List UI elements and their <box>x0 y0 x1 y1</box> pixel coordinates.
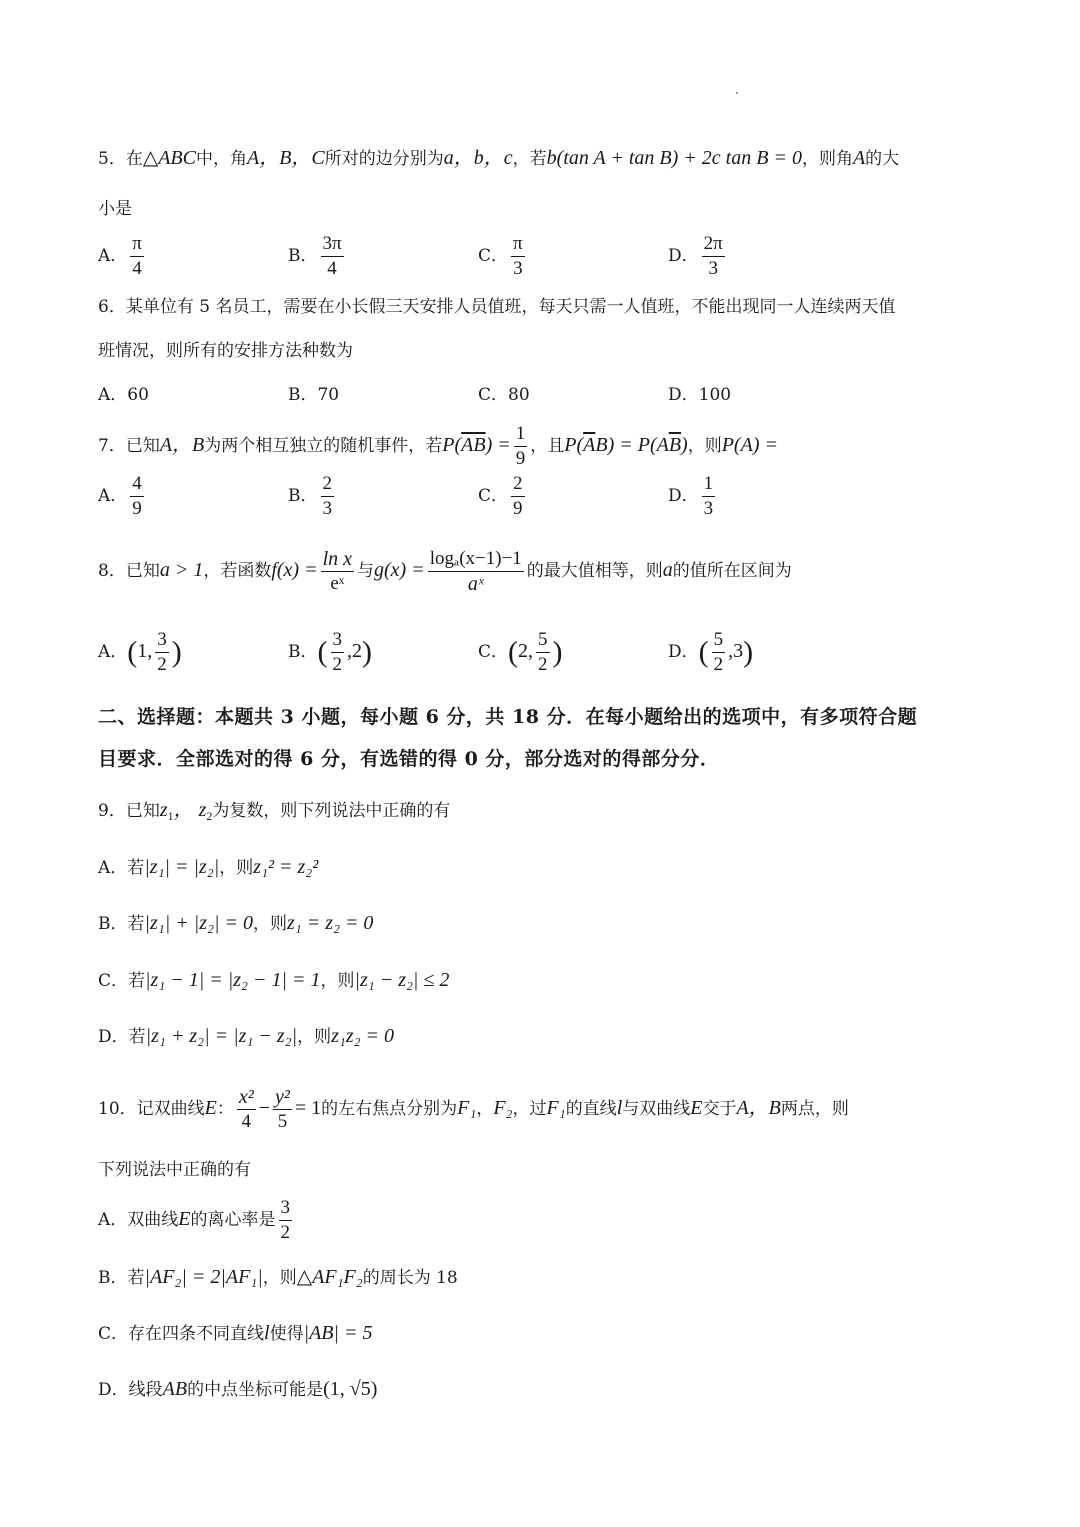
q5-option-c <box>478 232 528 281</box>
q7-option-b <box>288 472 337 521</box>
q10-text: 的离心率是 <box>190 1210 276 1230</box>
option-letter: B． <box>288 486 318 506</box>
fraction <box>712 628 726 677</box>
q8-text: 的最大值相等，则 <box>526 561 663 581</box>
q7-option-a <box>98 472 147 521</box>
q10-text: ，过 <box>512 1099 547 1119</box>
q7-prob-ab-bar: $P(\overline{A}\overline{B})$ = <box>442 434 511 456</box>
q7-events: A，B <box>159 434 205 456</box>
fraction <box>702 472 716 521</box>
q9-option-b <box>98 908 982 939</box>
q9-text: ，则 <box>297 1027 332 1047</box>
q6-option-d: D．100 <box>668 385 732 405</box>
option-letter: A． <box>98 246 128 266</box>
q8-option-a <box>98 628 182 677</box>
q5-text: 5．在 <box>98 149 143 169</box>
fraction <box>279 1196 293 1245</box>
q8-text: 与 <box>357 561 375 581</box>
q10-text: 的左右焦点分别为 <box>321 1099 458 1119</box>
q8-text: 8．已知 <box>98 561 160 581</box>
q9-stem <box>98 795 982 831</box>
q10-option-a <box>98 1196 982 1245</box>
q10-line-l: l <box>616 1097 623 1119</box>
q10-text: ： <box>216 1099 234 1119</box>
fraction <box>237 1085 256 1134</box>
fraction-numerator: 4 <box>130 472 144 497</box>
fraction-denominator: 4 <box>132 258 142 279</box>
option-letter: D． <box>668 486 699 506</box>
q8-option-d <box>668 628 753 677</box>
q10-hyperbola-e: E <box>690 1097 703 1119</box>
q5-sides: a，b，c <box>443 147 513 169</box>
q6-option-c: C．80 <box>478 385 530 405</box>
q10-text: 两点，则 <box>780 1099 849 1119</box>
section-2-heading-line2: 目要求．全部选对的得 6 分，有选错的得 0 分，部分选对的得部分分． <box>98 748 720 770</box>
fraction-denominator: 2 <box>157 654 167 675</box>
q5-stem-line1 <box>98 143 982 174</box>
fraction-denominator: 9 <box>513 498 523 519</box>
option-letter: A． <box>98 486 128 506</box>
q6-stem-line2: 班情况，则所有的安排方法种数为 <box>98 341 353 361</box>
fraction-numerator: 1 <box>702 472 716 497</box>
q9-option-d-result: z₁z₂ = 0 <box>331 1025 395 1047</box>
q10-line-l: l <box>264 1322 270 1344</box>
q8-stem <box>98 542 982 599</box>
q5-text: ，若 <box>512 149 547 169</box>
fraction-denominator: 9 <box>515 448 526 469</box>
q10-minus: − <box>258 1097 271 1119</box>
q10-hyperbola-e: E <box>178 1208 191 1230</box>
paren-open: ( <box>508 635 519 669</box>
fraction <box>130 472 144 521</box>
interval-left: 2, <box>518 640 534 662</box>
q9-option-a <box>98 852 982 883</box>
fraction-denominator: 2 <box>538 654 548 675</box>
q8-condition: a > 1 <box>159 559 204 581</box>
q9-option-d <box>98 1021 982 1052</box>
option-letter: C． <box>478 486 509 506</box>
q5-option-b <box>288 232 347 281</box>
fraction-numerator: 3 <box>279 1196 293 1221</box>
fraction-numerator: x² <box>238 1086 254 1108</box>
q10-points: A，B <box>736 1097 781 1119</box>
fraction-denominator: aˣ <box>467 573 484 595</box>
q5-text: 的大 <box>865 149 900 169</box>
q5-option-d <box>668 232 728 281</box>
fraction-denominator: 9 <box>132 498 142 519</box>
fraction <box>536 628 550 677</box>
paren-open: ( <box>698 635 709 669</box>
option-letter: C．若 <box>98 971 146 991</box>
fraction-denominator: 2 <box>332 654 342 675</box>
q10-text: 10．记双曲线 <box>98 1099 205 1119</box>
q5-text: ，则角 <box>801 149 853 169</box>
q10-hyperbola-e: E <box>204 1097 217 1119</box>
q9-option-c <box>98 965 982 996</box>
q9-option-c-result: |z₁ − z₂| ≤ 2 <box>354 969 450 991</box>
q5-equation: b(tan A + tan B) + 2c tan B = 0 <box>546 147 802 169</box>
q7-stem <box>98 422 982 471</box>
q10-stem-line1: 10．记双曲线E： $\frac{\text{x²}}{4}$ − $\frac{\text{y²}}{5}$ = 1的左右焦点分别为F₁，F₂，过F₁的直线l与双曲线E交于A，B两点，则 <box>98 1086 849 1132</box>
option-letter: D． <box>668 246 699 266</box>
q10-text: 的直线 <box>565 1099 617 1119</box>
q8-function-g: g(x) = <box>374 559 425 581</box>
fraction-denominator: 5 <box>277 1111 288 1132</box>
section-2-heading-line1: 二、选择题：本题共 3 小题，每小题 6 分，共 18 分．在每小题给出的选项中，有多项符合题 <box>98 706 918 728</box>
q8-function-f: f(x) = <box>271 559 318 581</box>
q5-option-a <box>98 232 147 281</box>
q6-stem-line1: 6．某单位有 5 名员工，需要在小长假三天安排人员值班，每天只需一人值班，不能出现同一人连续两天值 <box>98 297 896 317</box>
q5-angles: A，B，C <box>246 147 325 169</box>
fraction-denominator: eˣ <box>330 573 345 594</box>
option-letter: B．若 <box>98 914 145 934</box>
fraction-numerator: 2 <box>321 472 335 497</box>
q8-text: 的值所在区间为 <box>672 561 792 581</box>
interval-left: 1, <box>137 640 153 662</box>
paren-open: ( <box>317 635 328 669</box>
q8-option-b <box>288 628 372 677</box>
q10-option-b <box>98 1262 982 1293</box>
q9-option-b-result: z₁ = z₂ = 0 <box>286 912 374 934</box>
q7-prob-a: P(A) = <box>721 434 778 456</box>
q7-text: ，且 <box>530 436 565 456</box>
q10-option-c-condition: |AB| = 5 <box>303 1322 373 1344</box>
option-letter: A．双曲线 <box>98 1210 179 1230</box>
q10-stem-line2: 下列说法中正确的有 <box>98 1160 251 1180</box>
fraction <box>321 232 344 281</box>
q10-text: 的周长为 18 <box>362 1268 458 1288</box>
q7-option-c <box>478 472 528 521</box>
q10-focus-f1: F₁ <box>546 1097 566 1119</box>
option-letter: D．若 <box>98 1027 146 1047</box>
paren-close: ) <box>362 635 372 669</box>
option-letter: A． <box>98 642 128 662</box>
q9-text: ，则 <box>252 914 287 934</box>
q7-text: ，则 <box>687 436 722 456</box>
fraction-denominator: 3 <box>708 258 718 279</box>
paren-open: ( <box>127 635 138 669</box>
fraction <box>514 422 528 471</box>
q10-triangle: △AF₁F₂ <box>296 1266 363 1288</box>
q9-text: 9．已知 <box>98 801 160 821</box>
fraction-numerator: 5 <box>536 628 550 653</box>
option-letter: B．若 <box>98 1268 145 1288</box>
fraction <box>511 232 525 281</box>
q9-option-b-condition: |z₁| + |z₂| = 0 <box>144 912 253 934</box>
q10-equals-one: = 1 <box>294 1097 322 1119</box>
fraction-numerator: 3 <box>331 628 345 653</box>
fraction-denominator: 3 <box>703 498 714 519</box>
q7-option-d <box>668 472 718 521</box>
q10-option-c <box>98 1318 982 1349</box>
q8-variable-a: a <box>662 559 673 581</box>
fraction <box>511 472 525 521</box>
q9-text: 为复数，则下列说法中正确的有 <box>212 801 451 821</box>
q8-option-c <box>478 628 563 677</box>
q9-option-d-condition: |z₁ + z₂| = |z₁ − z₂| <box>145 1025 298 1047</box>
q10-segment-ab: AB <box>162 1378 188 1400</box>
q5-text: 中，角 <box>195 149 247 169</box>
fraction-numerator: 2π <box>702 232 725 257</box>
fraction-numerator: π <box>511 232 525 257</box>
q10-text: ，则 <box>262 1268 297 1288</box>
option-letter: C．存在四条不同直线 <box>98 1324 265 1344</box>
fraction-numerator: ln x <box>322 548 353 570</box>
q5-text: 小是 <box>98 199 132 219</box>
fraction <box>702 232 725 281</box>
q6-option-b: B．70 <box>288 385 340 405</box>
q7-text: 7．已知 <box>98 436 160 456</box>
fraction <box>321 547 354 596</box>
option-letter: A．若 <box>98 858 145 878</box>
fraction-denominator: 3 <box>513 258 523 279</box>
q7-text: 为两个相互独立的随机事件，若 <box>204 436 443 456</box>
option-letter: D．线段 <box>98 1380 163 1400</box>
q9-text: ，则 <box>219 858 254 878</box>
q9-option-a-condition: |z₁| = |z₂| <box>144 856 220 878</box>
q10-option-d <box>98 1374 982 1405</box>
q9-text: ，则 <box>320 971 355 991</box>
q10-text: 的中点坐标可能是 <box>187 1380 324 1400</box>
fraction-denominator: 2 <box>713 654 724 675</box>
scan-speck <box>736 92 738 94</box>
fraction-numerator: y² <box>275 1086 290 1108</box>
fraction-numerator: 3 <box>155 628 169 653</box>
fraction-denominator: 4 <box>327 258 337 279</box>
q10-focus-f1: F₁ <box>457 1097 477 1119</box>
fraction-numerator: logₐ(x−1)−1 <box>428 547 524 572</box>
fraction-numerator: 3π <box>321 232 344 257</box>
q10-text: 使得 <box>269 1324 304 1344</box>
option-letter: B． <box>288 642 318 662</box>
q10-focus-f2: F₂ <box>493 1097 513 1119</box>
interval-right: ,3 <box>728 640 744 662</box>
q8-text: ，若函数 <box>203 561 272 581</box>
q10-option-d-point: (1, √5) <box>323 1378 378 1400</box>
paren-close: ) <box>171 635 182 669</box>
q9-variables: $z_1$， $z_2$ <box>159 799 213 823</box>
fraction <box>130 232 144 281</box>
interval-right: ,2 <box>347 640 362 662</box>
q10-text: 与双曲线 <box>622 1099 691 1119</box>
fraction <box>155 628 169 677</box>
option-letter: C． <box>478 642 509 662</box>
fraction <box>321 472 335 521</box>
q10-text: 交于 <box>702 1099 737 1119</box>
q5-angle-a: A <box>852 147 866 169</box>
q5-triangle: △ABC <box>142 147 196 169</box>
q9-option-c-condition: |z₁ − 1| = |z₂ − 1| = 1 <box>145 969 321 991</box>
option-letter: D． <box>668 642 699 662</box>
q9-option-a-result: z₁² = z₂² <box>253 856 319 878</box>
fraction-numerator: 5 <box>712 628 726 653</box>
q5-text: 所对的边分别为 <box>324 149 444 169</box>
fraction-numerator: π <box>130 232 144 257</box>
q6-option-a: A．60 <box>98 385 149 405</box>
option-letter: C． <box>478 246 509 266</box>
q10-option-b-condition: |AF₂| = 2|AF₁| <box>144 1266 263 1288</box>
option-letter: B． <box>288 246 318 266</box>
fraction-denominator: 4 <box>241 1111 252 1132</box>
fraction-numerator: 2 <box>511 472 525 497</box>
q5-stem-line2 <box>98 194 982 224</box>
fraction-denominator: 2 <box>280 1222 290 1243</box>
paren-close: ) <box>552 635 563 669</box>
fraction <box>428 547 524 596</box>
fraction <box>331 628 345 677</box>
paren-close: ) <box>743 635 754 669</box>
fraction-denominator: 3 <box>322 498 332 519</box>
fraction-numerator: 1 <box>514 422 528 447</box>
q7-prob-equality: $P(\overline{A}B) = P(A\overline{B})$ <box>564 434 688 456</box>
fraction <box>273 1085 292 1134</box>
